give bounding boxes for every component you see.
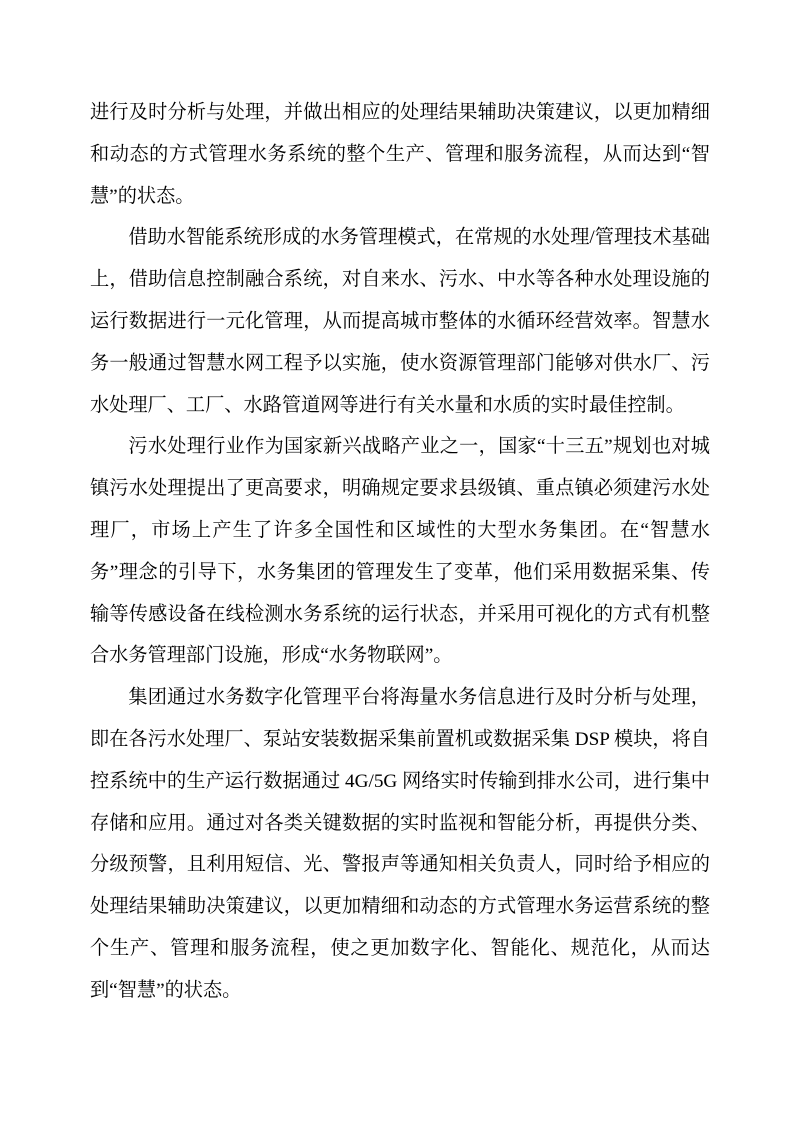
paragraph-continuation: 进行及时分析与处理，并做出相应的处理结果辅助决策建议，以更加精细和动态的方式管理水务系统的整个生产、管理和服务流程，从而达到“智慧”的状态。 [90, 102, 710, 207]
text-block [90, 92, 710, 1012]
paragraph-water-management-mode: 借助水智能系统形成的水务管理模式，在常规的水处理/管理技术基础上，借助信息控制融合系统，对自来水、污水、中水等各种水处理设施的运行数据进行一元化管理，从而提高城市整体的水循环经营效率。智慧水务一般通过智慧水网工程予以实施，使水资源管理部门能够对供水厂、污水处理厂、工厂、水路管道网等进行有关水量和水质的实时最佳控制。 [90, 227, 710, 416]
paragraph-group-digital-platform: 集团通过水务数字化管理平台将海量水务信息进行及时分析与处理，即在各污水处理厂、泵站安装数据采集前置机或数据采集 DSP 模块，将自控系统中的生产运行数据通过 4G/5G 网络实时传输到排水公司，进行集中存储和应用。通过对各类关键数据的实时监视和智能分析，再提供分类、分级预警，且利用短信、光、警报声等通知相关负责人，同时给予相应的处理结果辅助决策建议，以更加精细和动态的方式管理水务运营系统的整个生产、管理和服务流程，使之更加数字化、智能化、规范化，从而达到“智慧”的状态。 [90, 687, 710, 1001]
paragraph-sewage-industry: 污水处理行业作为国家新兴战略产业之一，国家“十三五”规划也对城镇污水处理提出了更高要求，明确规定要求县级镇、重点镇必须建污水处理厂，市场上产生了许多全国性和区域性的大型水务集团。在“智慧水务”理念的引导下，水务集团的管理发生了变革，他们采用数据采集、传输等传感设备在线检测水务系统的运行状态，并采用可视化的方式有机整合水务管理部门设施，形成“水务物联网”。 [90, 436, 710, 667]
